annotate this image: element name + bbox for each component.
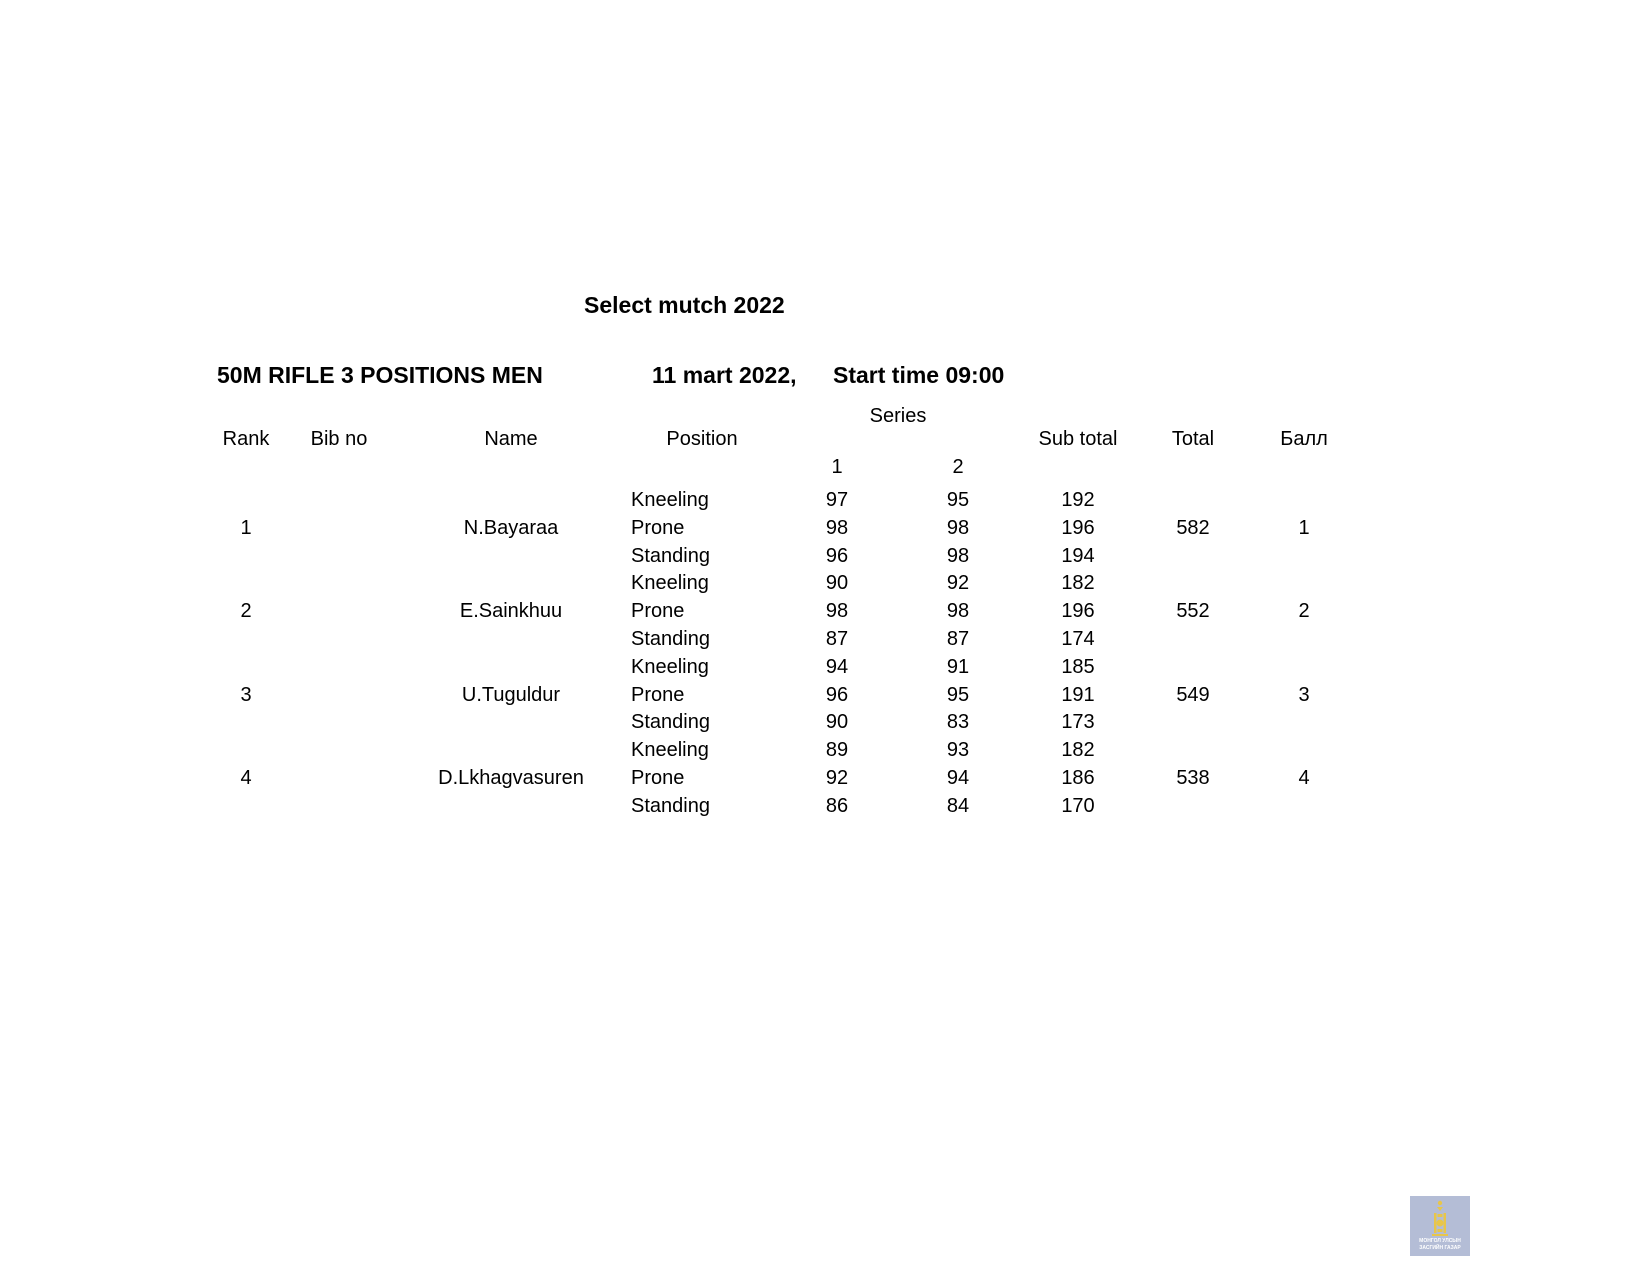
position-label: Prone xyxy=(631,600,685,623)
series-1-score: 98 xyxy=(825,600,849,623)
header-series-2: 2 xyxy=(952,456,964,478)
subtotal-score: 185 xyxy=(1061,655,1095,678)
logo-text-line1: МОНГОЛ УЛСЫН xyxy=(1419,1238,1461,1244)
start-time: Start time 09:00 xyxy=(833,362,1005,388)
athlete-name: U.Tuguldur xyxy=(461,683,561,706)
series-2-score: 98 xyxy=(946,600,970,623)
series-1-score: 96 xyxy=(825,544,849,567)
athlete-total: 582 xyxy=(1176,516,1210,539)
athlete-ball: 3 xyxy=(1298,683,1310,706)
series-2-score: 95 xyxy=(946,683,970,706)
event-date: 11 mart 2022, xyxy=(652,362,797,388)
series-2-score: 95 xyxy=(946,489,970,511)
athlete-ball: 1 xyxy=(1298,516,1310,539)
position-label: Kneeling xyxy=(631,572,709,595)
header-ball: Балл xyxy=(1280,428,1328,450)
subtotal-score: 192 xyxy=(1061,489,1095,511)
athlete-rank: 3 xyxy=(240,683,252,706)
series-2-score: 98 xyxy=(946,544,970,567)
header-series-1: 1 xyxy=(831,456,843,478)
header-position: Position xyxy=(666,428,738,450)
athlete-total: 552 xyxy=(1176,600,1210,623)
series-2-score: 94 xyxy=(946,767,970,789)
athlete-ball: 4 xyxy=(1298,767,1310,789)
logo-text-line2: ЗАСГИЙН ГАЗАР xyxy=(1419,1245,1461,1251)
position-label: Prone xyxy=(631,767,685,789)
series-2-score: 92 xyxy=(946,572,970,595)
position-label: Standing xyxy=(631,628,710,650)
position-label: Standing xyxy=(631,794,710,817)
government-logo xyxy=(1410,1196,1470,1256)
subtotal-score: 191 xyxy=(1061,683,1095,706)
series-2-score: 87 xyxy=(946,628,970,650)
subtotal-score: 173 xyxy=(1061,711,1095,734)
series-1-score: 96 xyxy=(825,683,849,706)
series-2-score: 91 xyxy=(946,655,970,678)
series-1-score: 90 xyxy=(825,711,849,734)
position-label: Standing xyxy=(631,544,710,567)
athlete-rank: 4 xyxy=(240,767,252,789)
series-1-score: 87 xyxy=(825,628,849,650)
subtotal-score: 174 xyxy=(1061,628,1095,650)
page-title: Select mutch 2022 xyxy=(584,292,785,318)
subtotal-score: 186 xyxy=(1061,767,1095,789)
series-1-score: 86 xyxy=(825,794,849,817)
header-name: Name xyxy=(484,428,538,450)
subtotal-score: 194 xyxy=(1061,544,1095,567)
series-1-score: 94 xyxy=(825,655,849,678)
header-series: Series xyxy=(869,405,927,427)
position-label: Kneeling xyxy=(631,489,709,511)
header-subtotal: Sub total xyxy=(1038,428,1118,450)
header-bib: Bib no xyxy=(310,428,368,450)
athlete-name: D.Lkhagvasuren xyxy=(438,767,584,789)
series-2-score: 93 xyxy=(946,739,970,762)
subtotal-score: 196 xyxy=(1061,600,1095,623)
series-1-score: 89 xyxy=(825,739,849,762)
series-2-score: 83 xyxy=(946,711,970,734)
series-1-score: 92 xyxy=(825,767,849,789)
athlete-ball: 2 xyxy=(1298,600,1310,623)
event-name: 50M RIFLE 3 POSITIONS MEN xyxy=(217,362,543,388)
series-1-score: 97 xyxy=(825,489,849,511)
athlete-total: 538 xyxy=(1176,767,1210,789)
athlete-rank: 2 xyxy=(240,600,252,623)
athlete-rank: 1 xyxy=(240,516,252,539)
series-2-score: 84 xyxy=(946,794,970,817)
header-rank: Rank xyxy=(222,428,270,450)
subtotal-score: 196 xyxy=(1061,516,1095,539)
series-2-score: 98 xyxy=(946,516,970,539)
position-label: Standing xyxy=(631,711,710,734)
position-label: Prone xyxy=(631,683,685,706)
header-total: Total xyxy=(1171,428,1215,450)
subtotal-score: 170 xyxy=(1061,794,1095,817)
position-label: Prone xyxy=(631,516,685,539)
series-1-score: 98 xyxy=(825,516,849,539)
position-label: Kneeling xyxy=(631,739,709,762)
subtotal-score: 182 xyxy=(1061,739,1095,762)
athlete-name: N.Bayaraa xyxy=(463,516,559,539)
position-label: Kneeling xyxy=(631,655,709,678)
soyombo-icon xyxy=(1410,1196,1470,1240)
series-1-score: 90 xyxy=(825,572,849,595)
athlete-total: 549 xyxy=(1176,683,1210,706)
athlete-name: E.Sainkhuu xyxy=(459,600,563,623)
subtotal-score: 182 xyxy=(1061,572,1095,595)
